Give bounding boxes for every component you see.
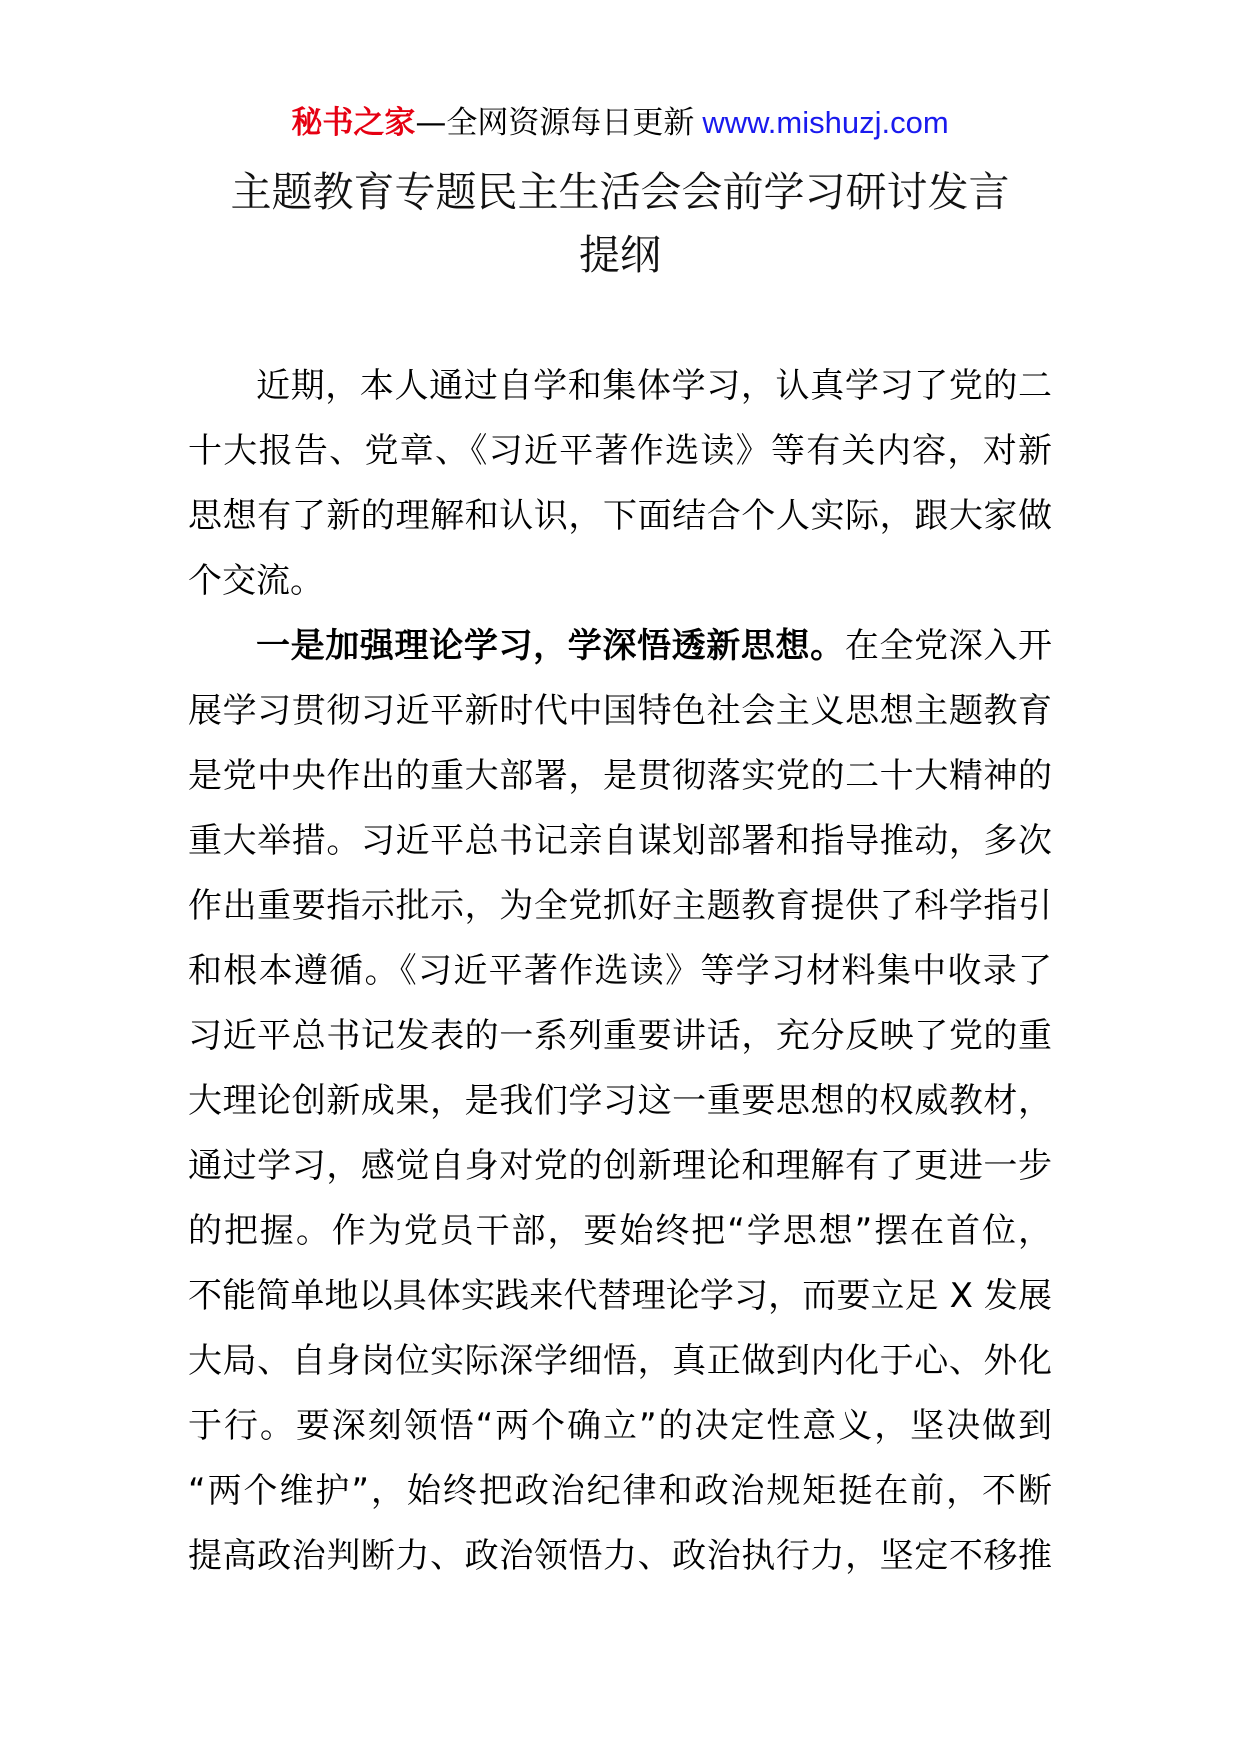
paragraph-line: 大理论创新成果，是我们学习这一重要思想的权威教材， <box>188 1081 1052 1121</box>
document-title-line-2: 提纲 <box>579 231 661 279</box>
paragraph-line: 通过学习，感觉自身对党的创新理论和理解有了更进一步 <box>188 1146 1052 1186</box>
paragraph-line: 大局、自身岗位实际深学细悟，真正做到内化于心、外化 <box>188 1341 1052 1381</box>
paragraph-line: 重大举措。习近平总书记亲自谋划部署和指导推动，多次 <box>188 821 1052 861</box>
paragraph-line: 于行。要深刻领悟“两个确立”的决定性意义，坚决做到 <box>188 1406 1052 1446</box>
paragraph-line: 展学习贯彻习近平新时代中国特色社会主义思想主题教育 <box>188 691 1052 731</box>
site-url: www.mishuzj.com <box>702 105 949 140</box>
paragraph-line: 个交流。 <box>188 561 324 601</box>
paragraph-line: 作出重要指示批示，为全党抓好主题教育提供了科学指引 <box>188 886 1052 926</box>
paragraph-line: 思想有了新的理解和认识，下面结合个人实际，跟大家做 <box>188 496 1052 536</box>
paragraph-line: 不能简单地以具体实践来代替理论学习，而要立足 X 发展 <box>188 1276 1052 1316</box>
document-title-line-1: 主题教育专题民主生活会会前学习研讨发言 <box>230 168 1010 216</box>
header-tagline: —全网资源每日更新 <box>415 105 695 141</box>
paragraph-line: 习近平总书记发表的一系列重要讲话，充分反映了党的重 <box>188 1016 1052 1056</box>
body-paragraph-section-1 <box>188 614 1052 1589</box>
document-body <box>188 354 1052 1589</box>
document-title <box>0 161 1240 287</box>
section-heading: 一是加强理论学习，学深悟透新思想。 <box>256 626 845 666</box>
paragraph-line: “两个维护”，始终把政治纪律和政治规矩挺在前，不断 <box>188 1471 1052 1511</box>
paragraph-line <box>188 614 1052 679</box>
paragraph-line: 提高政治判断力、政治领悟力、政治执行力，坚定不移推 <box>188 1536 1052 1576</box>
paragraph-line: 和根本遵循。《习近平著作选读》等学习材料集中收录了 <box>188 951 1052 991</box>
paragraph-line: 十大报告、党章、《习近平著作选读》等有关内容，对新 <box>188 431 1052 471</box>
site-header <box>0 102 1240 144</box>
paragraph-line: 的把握。作为党员干部，要始终把“学思想”摆在首位， <box>188 1211 1052 1251</box>
brand-name: 秘书之家 <box>291 105 416 141</box>
paragraph-line: 是党中央作出的重大部署，是贯彻落实党的二十大精神的 <box>188 756 1052 796</box>
body-paragraph-intro <box>188 354 1052 614</box>
paragraph-text: 在全党深入开 <box>844 626 1053 666</box>
paragraph-line: 近期，本人通过自学和集体学习，认真学习了党的二 <box>256 366 1052 406</box>
